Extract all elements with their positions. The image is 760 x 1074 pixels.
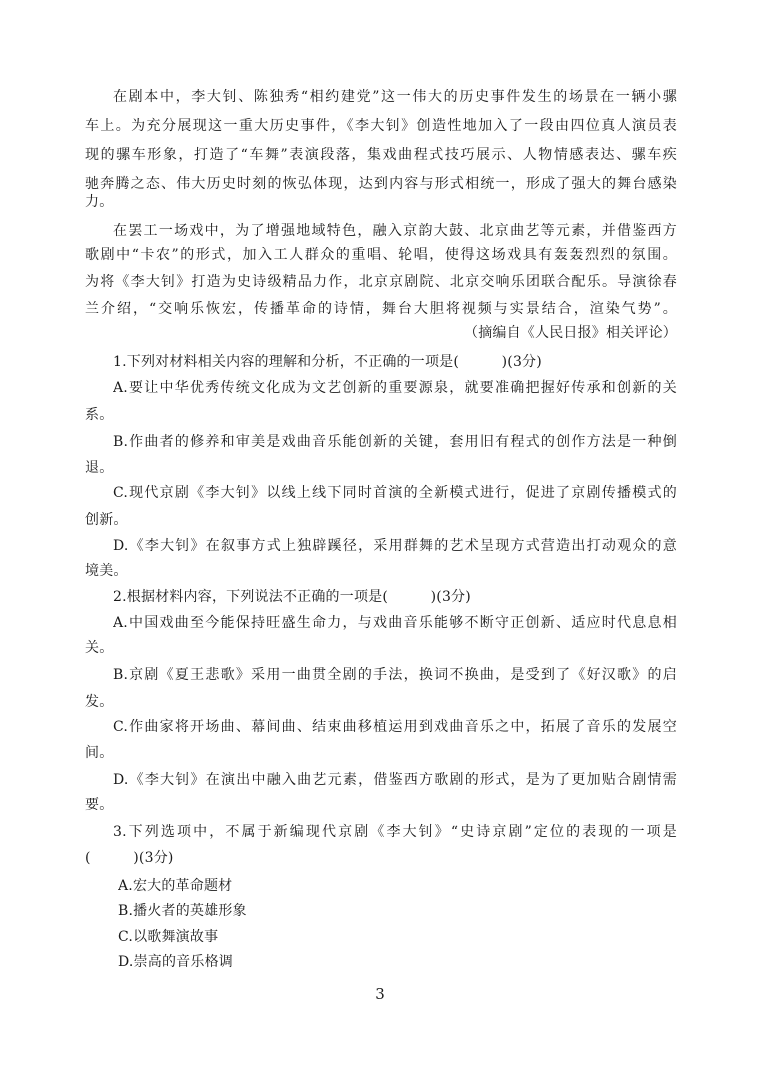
q3-option-a: A.宏大的革命题材 bbox=[118, 878, 233, 894]
q2-option-c-line2: 间。 bbox=[85, 745, 114, 761]
passage-para1-line2: 车上。为充分展现这一重大历史事件，《李大钊》创造性地加入了一段由四位真人演员表 bbox=[85, 118, 677, 134]
passage-para2-line2: 歌剧中“卡农”的形式，加入工人群众的重唱、轮唱，使得这场戏具有轰轰烈烈的氛围。 bbox=[85, 247, 677, 263]
q1-option-d-line1: D.《李大钊》在叙事方式上独辟蹊径，采用群舞的艺术呈现方式营造出打动观众的意 bbox=[113, 538, 677, 554]
q3-option-b: B.播火者的英雄形象 bbox=[118, 903, 247, 919]
passage-para2-line3: 为将《李大钊》打造为史诗级精品力作，北京京剧院、北京交响乐团联合配乐。导演徐春 bbox=[85, 274, 677, 290]
passage-para1-line4: 驰奔腾之态、伟大历史时刻的恢弘体现，达到内容与形式相统一，形成了强大的舞台感染 bbox=[85, 176, 677, 192]
q2-option-d-line2: 要。 bbox=[85, 797, 114, 813]
q1-option-d-line2: 境美。 bbox=[85, 563, 128, 579]
q1-stem: 1.下列对材料相关内容的理解和分析，不正确的一项是( )(3分) bbox=[113, 354, 542, 370]
passage-para1-line5: 力。 bbox=[85, 194, 114, 210]
passage-source: （摘编自《人民日报》相关评论） bbox=[464, 325, 677, 341]
q3-option-c: C.以歌舞演故事 bbox=[118, 929, 219, 945]
q2-option-d-line1: D.《李大钊》在演出中融入曲艺元素，借鉴西方歌剧的形式，是为了更加贴合剧情需 bbox=[113, 772, 677, 788]
q2-option-b-line2: 发。 bbox=[85, 694, 114, 710]
q2-stem: 2.根据材料内容，下列说法不正确的一项是( )(3分) bbox=[113, 589, 471, 605]
q1-option-b-line2: 退。 bbox=[85, 460, 114, 476]
q1-option-a-line2: 系。 bbox=[85, 407, 114, 423]
passage-para2-line1: 在罢工一场戏中，为了增强地域特色，融入京韵大鼓、北京曲艺等元素，并借鉴西方 bbox=[113, 223, 677, 239]
q2-option-a-line2: 关。 bbox=[85, 640, 114, 656]
q1-option-b-line1: B.作曲者的修养和审美是戏曲音乐能创新的关键，套用旧有程式的创作方法是一种倒 bbox=[113, 434, 677, 450]
q1-option-c-line2: 创新。 bbox=[85, 512, 128, 528]
q1-option-c-line1: C.现代京剧《李大钊》以线上线下同时首演的全新模式进行，促进了京剧传播模式的 bbox=[113, 485, 677, 501]
q3-stem-line2: ( )(3分) bbox=[85, 850, 174, 866]
passage-para1-line3: 现的骡车形象，打造了“车舞”表演段落，集戏曲程式技巧展示、人物情感表达、骡车疾 bbox=[85, 147, 677, 163]
q1-option-a-line1: A.要让中华优秀传统文化成为文艺创新的重要源泉，就要准确把握好传承和创新的关 bbox=[113, 380, 677, 396]
passage-para2-line4: 兰介绍，“交响乐恢宏，传播革命的诗情，舞台大胆将视频与实景结合，渲染气势”。 bbox=[85, 301, 677, 317]
q3-option-d: D.崇高的音乐格调 bbox=[118, 954, 233, 970]
passage-para1-line1: 在剧本中，李大钊、陈独秀“相约建党”这一伟大的历史事件发生的场景在一辆小骡 bbox=[113, 89, 677, 105]
q2-option-b-line1: B.京剧《夏王悲歌》采用一曲贯全剧的手法，换词不换曲，是受到了《好汉歌》的启 bbox=[113, 667, 677, 683]
q3-stem-line1: 3.下列选项中，不属于新编现代京剧《李大钊》“史诗京剧”定位的表现的一项是 bbox=[113, 824, 677, 840]
q2-option-c-line1: C.作曲家将开场曲、幕间曲、结束曲移植运用到戏曲音乐之中，拓展了音乐的发展空 bbox=[113, 719, 677, 735]
q2-option-a-line1: A.中国戏曲至今能保持旺盛生命力，与戏曲音乐能够不断守正创新、适应时代息息相 bbox=[113, 615, 677, 631]
page-number: 3 bbox=[375, 985, 385, 1003]
